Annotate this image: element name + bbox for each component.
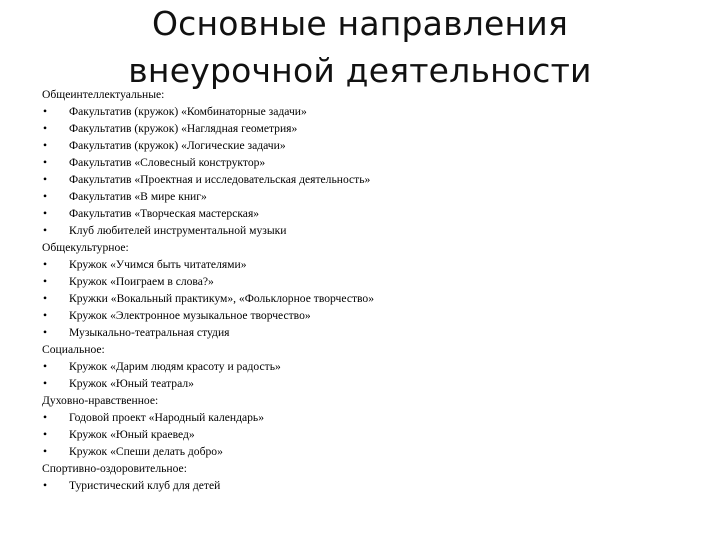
title-line-1: Основные направления xyxy=(151,4,569,43)
bullet-icon: • xyxy=(43,445,48,458)
bullet-icon: • xyxy=(43,173,48,186)
bullet-icon: • xyxy=(43,292,48,305)
slide-title xyxy=(0,0,720,94)
list-item-text: Факультатив (кружок) «Комбинаторные задачи» xyxy=(69,105,307,118)
bullet-icon: • xyxy=(43,122,48,135)
directions-list xyxy=(42,86,702,494)
list-item-text: Факультатив «Словесный конструктор» xyxy=(69,156,266,169)
list-item-text: Кружок «Электронное музыкальное творчество» xyxy=(69,309,311,322)
bullet-icon: • xyxy=(43,207,48,220)
bullet-icon: • xyxy=(43,258,48,271)
list-item xyxy=(42,409,702,426)
list-item xyxy=(42,120,702,137)
list-item-text: Кружок «Учимся быть читателями» xyxy=(69,258,247,271)
list-item xyxy=(42,171,702,188)
bullet-icon: • xyxy=(43,428,48,441)
list-item-text: Факультатив «Творческая мастерская» xyxy=(69,207,260,220)
list-item xyxy=(42,154,702,171)
section-heading: Духовно-нравственное: xyxy=(42,394,159,407)
list-item xyxy=(42,256,702,273)
list-item xyxy=(42,324,702,341)
bullet-icon: • xyxy=(43,156,48,169)
list-item-text: Факультатив «Проектная и исследовательская деятельность» xyxy=(69,173,371,186)
list-item-text: Туристический клуб для детей xyxy=(69,479,221,492)
list-item xyxy=(42,477,702,494)
list-item xyxy=(42,103,702,120)
list-item xyxy=(42,358,702,375)
list-item-text: Факультатив (кружок) «Наглядная геометрия» xyxy=(69,122,298,135)
list-item-text: Клуб любителей инструментальной музыки xyxy=(69,224,287,237)
list-item xyxy=(42,273,702,290)
bullet-icon: • xyxy=(43,360,48,373)
list-item xyxy=(42,137,702,154)
list-item-text: Музыкально-театральная студия xyxy=(69,326,230,339)
list-item xyxy=(42,443,702,460)
list-item xyxy=(42,205,702,222)
section-heading: Спортивно-оздоровительное: xyxy=(42,462,187,475)
section-heading: Социальное: xyxy=(42,343,105,356)
bullet-icon: • xyxy=(43,479,48,492)
list-item xyxy=(42,222,702,239)
section-heading: Общекультурное: xyxy=(42,241,129,254)
list-item-text: Годовой проект «Народный календарь» xyxy=(69,411,265,424)
bullet-icon: • xyxy=(43,190,48,203)
section-heading: Общеинтеллектуальные: xyxy=(42,88,165,101)
list-item xyxy=(42,290,702,307)
list-item-text: Кружки «Вокальный практикум», «Фольклорное творчество» xyxy=(69,292,375,305)
list-item-text: Кружок «Юный краевед» xyxy=(69,428,195,441)
bullet-icon: • xyxy=(43,377,48,390)
list-item xyxy=(42,375,702,392)
list-item xyxy=(42,307,702,324)
list-item-text: Кружок «Дарим людям красоту и радость» xyxy=(69,360,281,373)
bullet-icon: • xyxy=(43,275,48,288)
list-item-text: Кружок «Юный театрал» xyxy=(69,377,194,390)
list-item-text: Кружок «Спеши делать добро» xyxy=(69,445,223,458)
list-item xyxy=(42,426,702,443)
bullet-icon: • xyxy=(43,326,48,339)
list-item-text: Кружок «Поиграем в слова?» xyxy=(69,275,214,288)
list-item-text: Факультатив «В мире книг» xyxy=(69,190,207,203)
bullet-icon: • xyxy=(43,139,48,152)
list-item xyxy=(42,188,702,205)
bullet-icon: • xyxy=(43,224,48,237)
title-line-2: внеурочной деятельности xyxy=(128,51,592,90)
bullet-icon: • xyxy=(43,411,48,424)
bullet-icon: • xyxy=(43,309,48,322)
bullet-icon: • xyxy=(43,105,48,118)
list-item-text: Факультатив (кружок) «Логические задачи» xyxy=(69,139,286,152)
